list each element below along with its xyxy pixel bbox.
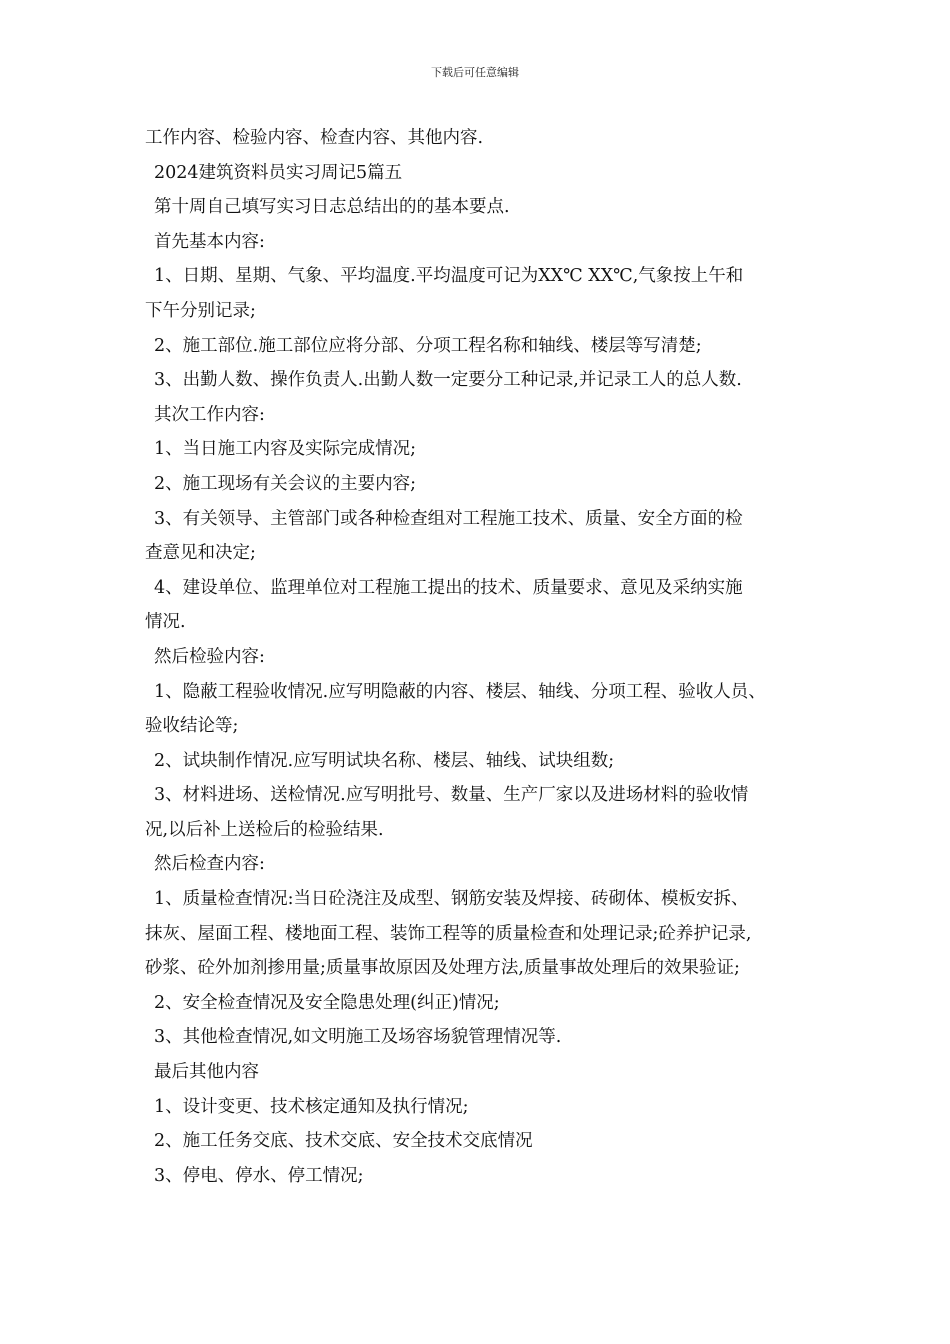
document-body [145, 121, 835, 1193]
list-item: 1、质量检查情况:当日砼浇注及成型、钢筋安装及焊接、砖砌体、模板安拆、 [154, 889, 749, 910]
list-item: 2、安全检查情况及安全隐患处理(纠正)情况; [154, 992, 500, 1013]
list-item: 3、出勤人数、操作负责人.出勤人数一定要分工种记录,并记录工人的总人数. [154, 370, 742, 391]
list-item: 1、设计变更、技术核定通知及执行情况; [154, 1096, 469, 1117]
list-item-continuation: 情况. [145, 612, 186, 633]
section-title: 2024建筑资料员实习周记5篇五 [154, 162, 403, 183]
list-item: 3、其他检查情况,如文明施工及场容场貌管理情况等. [154, 1027, 562, 1048]
list-item: 3、停电、停水、停工情况; [154, 1165, 364, 1186]
section-heading: 然后检验内容: [154, 646, 265, 667]
paragraph-line: 第十周自己填写实习日志总结出的的基本要点. [154, 197, 510, 218]
section-heading: 最后其他内容 [154, 1062, 259, 1083]
page-header: 下载后可任意编辑 [431, 66, 519, 79]
list-item-continuation: 验收结论等; [145, 716, 239, 737]
list-item: 2、施工现场有关会议的主要内容; [154, 473, 417, 494]
list-item-continuation: 况,以后补上送检后的检验结果. [145, 819, 384, 840]
list-item-continuation: 砂浆、砼外加剂掺用量;质量事故原因及处理方法,质量事故处理后的效果验证; [145, 958, 740, 979]
section-heading: 其次工作内容: [154, 404, 265, 425]
list-item: 4、建设单位、监理单位对工程施工提出的技术、质量要求、意见及采纳实施 [154, 577, 743, 598]
section-heading: 然后检查内容: [154, 854, 265, 875]
list-item: 2、施工部位.施工部位应将分部、分项工程名称和轴线、楼层等写清楚; [154, 335, 702, 356]
list-item: 2、施工任务交底、技术交底、安全技术交底情况 [154, 1131, 533, 1152]
list-item: 1、日期、星期、气象、平均温度.平均温度可记为XX℃ XX℃,气象按上午和 [154, 266, 744, 287]
list-item: 3、材料进场、送检情况.应写明批号、数量、生产厂家以及进场材料的验收情 [154, 785, 749, 806]
list-item: 2、试块制作情况.应写明试块名称、楼层、轴线、试块组数; [154, 750, 615, 771]
list-item-continuation: 下午分别记录; [145, 300, 256, 321]
list-item-continuation: 抹灰、屋面工程、楼地面工程、装饰工程等的质量检查和处理记录;砼养护记录, [145, 923, 752, 944]
list-item: 1、隐蔽工程验收情况.应写明隐蔽的内容、楼层、轴线、分项工程、验收人员、 [154, 681, 766, 702]
list-item: 3、有关领导、主管部门或各种检查组对工程施工技术、质量、安全方面的检 [154, 508, 743, 529]
list-item: 1、当日施工内容及实际完成情况; [154, 439, 417, 460]
list-item-continuation: 查意见和决定; [145, 543, 256, 564]
section-heading: 首先基本内容: [154, 231, 265, 252]
paragraph-line: 工作内容、检验内容、检查内容、其他内容. [145, 128, 484, 148]
